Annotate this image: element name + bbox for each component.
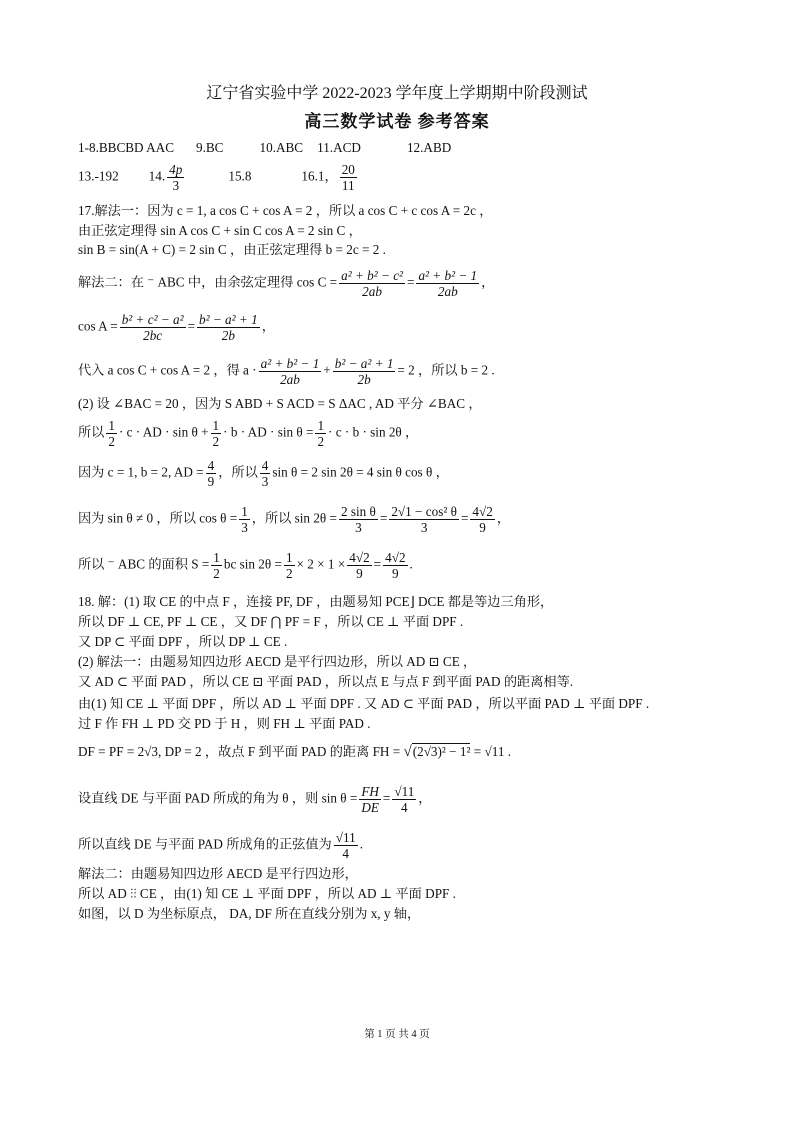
s17-line-1: 17.解法一：因为 c = 1, a cos C + cos A = 2 ，所以 a cos C + c cos A = 2c ，	[78, 203, 493, 218]
radical: (2√3)² − 1²	[412, 744, 471, 759]
s18-line-2: 所以 DF ⊥ CE, PF ⊥ CE ，又 DF ⋂ PF = F ，所以 CE ⊥ 平面 DPF .	[78, 614, 464, 629]
fraction: $\frac{FH}{DE}$	[361, 784, 379, 815]
answer-10: 10.ABC	[259, 140, 304, 155]
s18-line-11: 解法二：由题易知四边形 AECD 是平行四边形，	[78, 866, 358, 881]
s18-line-5: 又 AD ⊂ 平面 PAD ，所以 CE ⊡ 平面 PAD ，所以点 E 与点 F 到平面 PAD 的距离相等.	[78, 674, 574, 689]
answer-14-fraction: $\frac{4p}{3}$	[169, 162, 183, 193]
s17-line-5: cos A = $\frac{\text{b² + c² − a²}}{2bc}$ = $\frac{\text{b² − a² + 1}}{2b}$ ，	[78, 312, 275, 343]
s17-line-11: 所以 ⁻ ABC 的面积 S = $\frac{1}{2}$ bc sin 2θ = $\frac{1}{2}$ × 2 × 1 × $\frac{4√2}{9}$ = $\frac{4√2}{9}$ .	[78, 550, 413, 581]
fraction: $\frac{√11}{4}$	[394, 784, 415, 815]
page-subtitle: 高三数学试卷 参考答案	[304, 112, 490, 131]
s18-line-6: 由(1) 知 CE ⊥ 平面 DPF ，所以 AD ⊥ 平面 DPF . 又 AD ⊂ 平面 PAD ，所以平面 PAD ⊥ 平面 DPF .	[78, 696, 650, 711]
answer-15: 15.8	[228, 168, 252, 184]
fraction: $\frac{\text{b² − a² + 1}}{2b}$	[199, 312, 258, 343]
s18-line-10: 所以直线 DE 与平面 PAD 所成角的正弦值为 $\frac{√11}{4}$ .	[78, 830, 363, 861]
fraction: $\frac{4√2}{9}$	[385, 550, 406, 581]
fraction: $\frac{4}{3}$	[261, 458, 269, 489]
s18-line-8: DF = PF = 2√3, DP = 2 ，故点 F 到平面 PAD 的距离 FH = √(2√3)² − 1² = √11 .	[78, 744, 512, 760]
s17-line-7: (2) 设 ∠BAC = 20 ，因为 S ABD + S ACD = S ΔAC , AD 平分 ∠BAC ，	[78, 396, 482, 411]
fraction: $\frac{1}{2}$	[317, 418, 325, 449]
s18-line-1: 18. 解：(1) 取 CE 的中点 F ，连接 PF, DF ，由题易知 PCE⌋ DCE 都是等边三角形，	[78, 594, 554, 609]
s17-line-8: 所以 $\frac{1}{2}$ · c · AD · sin θ + $\frac{1}{2}$ · b · AD · sin θ = $\frac{1}{2}$ · c · b · sin 2θ ，	[78, 418, 419, 449]
fraction: $\frac{\text{b² − a² + 1}}{2b}$	[334, 356, 394, 387]
fraction: $\frac{1}{2}$	[108, 418, 115, 449]
fraction: $\frac{\text{2√1 − cos² θ}}{3}$	[391, 504, 457, 535]
s18-line-13: 如图，以 D 为坐标原点， DA, DF 所在直线分别为 x, y 轴，	[78, 906, 421, 921]
page-title: 辽宁省实验中学 2022-2023 学年度上学期期中阶段测试	[206, 85, 588, 102]
fraction: $\frac{4√2}{9}$	[349, 550, 370, 581]
answer-16-label: 16.1，	[301, 168, 338, 184]
fraction: $\frac{\text{a² + b² − c²}}{2ab}$	[341, 268, 403, 299]
fraction: $\frac{1}{2}$	[212, 418, 220, 449]
answer-13: 13.-192	[78, 168, 119, 184]
answer-9: 9.BC	[196, 140, 224, 155]
answer-16-fraction: $\frac{20}{11}$	[341, 162, 355, 193]
fraction: $\frac{√11}{4}$	[335, 830, 356, 861]
answers-row-1	[78, 140, 451, 156]
fraction: $\frac{4√2}{9}$	[472, 504, 493, 535]
s17-line-3: sin B = sin(A + C) = 2 sin C ，由正弦定理得 b = 2c = 2 .	[78, 242, 386, 257]
s17-line-6: 代入 a cos C + cos A = 2 ，得 a · $\frac{\text{a² + b² − 1}}{2ab}$ + $\frac{\text{b² − a² + 1}}{2b}$ = 2 ，所以 b = 2 .	[78, 356, 495, 387]
s18-line-4: (2) 解法一：由题易知四边形 AECD 是平行四边形，所以 AD ⊡ CE ，	[78, 654, 477, 669]
s17-line-2: 由正弦定理得 sin A cos C + sin C cos A = 2 sin C ，	[78, 223, 362, 238]
s18-line-3: 又 DP ⊂ 平面 DPF ，所以 DP ⊥ CE .	[78, 634, 288, 649]
fraction: $\frac{1}{2}$	[285, 550, 293, 581]
s17-line-4: 解法二：在 ⁻ ABC 中，由余弦定理得 cos C = $\frac{\text{a² + b² − c²}}{2ab}$ = $\frac{\text{a² + b² − 1}}{2ab}$ ，	[78, 268, 495, 299]
fraction: $\frac{4}{9}$	[207, 458, 215, 489]
fraction: $\frac{\text{a² + b² − 1}}{2ab}$	[418, 268, 478, 299]
answers-row-2	[78, 162, 357, 193]
s17-line-9: 因为 c = 1, b = 2, AD = $\frac{4}{9}$ ，所以 $\frac{4}{3}$ sin θ = 2 sin 2θ = 4 sin θ cos θ ，	[78, 458, 449, 489]
s17-line-10: 因为 sin θ ≠ 0 ，所以 cos θ = $\frac{1}{3}$ ，所以 sin 2θ = $\frac{\text{2 sin θ}}{3}$ = $\frac{\text{2√1 − cos² θ}}{3}$ = $\frac{4√2}{9}$ ，	[78, 504, 510, 535]
s18-line-12: 所以 AD ⫶⫶ CE ，由(1) 知 CE ⊥ 平面 DPF ，所以 AD ⊥ 平面 DPF .	[78, 886, 456, 901]
answer-11: 11.ACD	[317, 140, 361, 155]
s18-line-7: 过 F 作 FH ⊥ PD 交 PD 于 H ，则 FH ⊥ 平面 PAD .	[78, 716, 371, 731]
page-footer: 第 1 页 共 4 页	[364, 1029, 430, 1040]
fraction: $\frac{\text{2 sin θ}}{3}$	[340, 504, 376, 535]
answer-14-label: 14.	[148, 168, 166, 184]
fraction: $\frac{\text{b² + c² − a²}}{2bc}$	[121, 312, 184, 343]
fraction: $\frac{1}{3}$	[241, 504, 248, 535]
s18-line-9: 设直线 DE 与平面 PAD 所成的角为 θ ，则 sin θ = $\frac{FH}{DE}$ = $\frac{√11}{4}$ ，	[78, 784, 432, 815]
answer-12: 12.ABD	[406, 140, 452, 155]
fraction: $\frac{1}{2}$	[213, 550, 220, 581]
fraction: $\frac{\text{a² + b² − 1}}{2ab}$	[260, 356, 320, 387]
answer-1-8: 1-8.BBCBD AAC	[78, 140, 174, 155]
